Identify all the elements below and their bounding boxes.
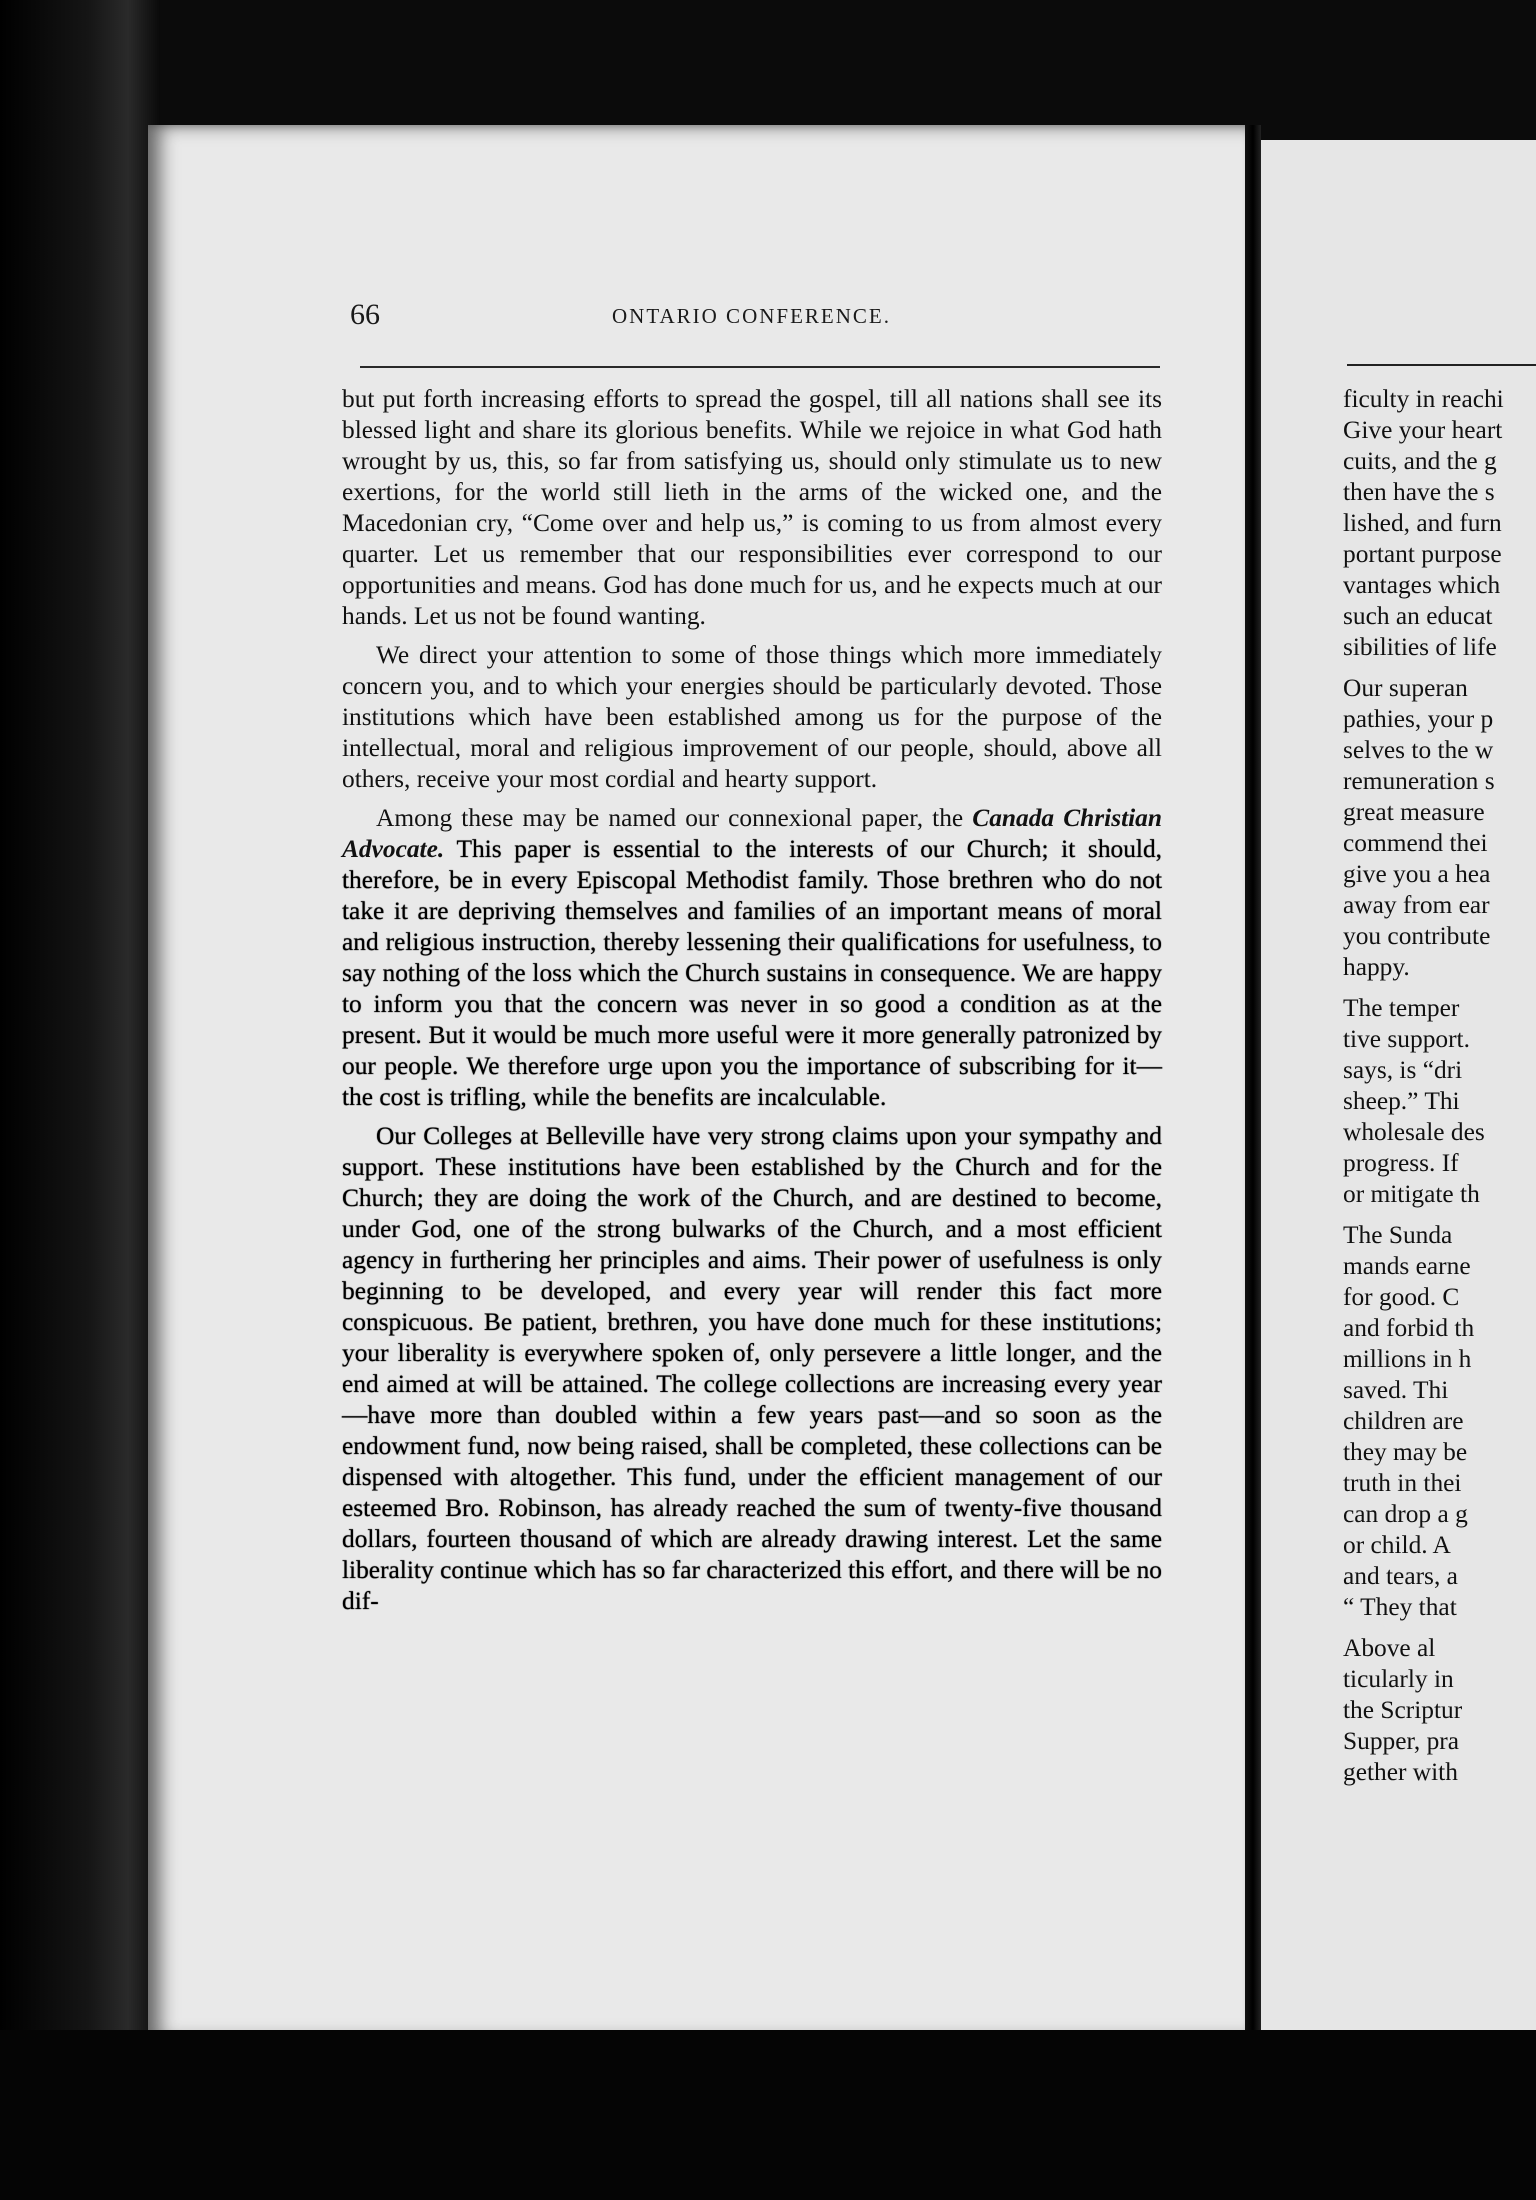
right-page-line: mands earne (1343, 1252, 1471, 1280)
right-page-line: Give your heart (1343, 416, 1503, 444)
right-page-line: portant purpose (1343, 540, 1502, 568)
page-gutter (1245, 125, 1261, 2040)
right-page-line: ficulty in reachi (1343, 385, 1504, 413)
paragraph-colleges: Our Colleges at Belleville have very strong claims upon your sympathy and support. These institutions have been established by the Church and for the Church; they are doing the work of the Church, and are destined to become, under God, one of the strong bulwarks of the Church, and a most efficient agency in furthering her principles and aims. Their power of usefulness is only beginning to be developed, and every year will render this fact more conspicuous. Be patient, brethren, you have done much for these institutions; your liberality is everywhere spoken of, only persevere a little longer, and the end aimed at will be attained. The college collections are increasing every year—have more than doubled within a few years past—and so soon as the endowment fund, now being raised, shall be completed, these collections can be dispensed with altogether. This fund, under the efficient management of our esteemed Bro. Robinson, has already reached the sum of twenty-five thousand dollars, fourteen thousand of which are already drawing interest. Let the same liberality continue which has so far characterized this effort, and there will be no dif- (342, 1122, 1162, 1615)
right-page-gap (1343, 1623, 1536, 1633)
right-page-line: the Scriptur (1343, 1696, 1463, 1724)
right-page-line: wholesale des (1343, 1118, 1485, 1146)
right-page-line: such an educat (1343, 602, 1493, 630)
right-page-line: vantages which (1343, 571, 1501, 599)
right-page-line: truth in thei (1343, 1469, 1462, 1497)
right-page-line: away from ear (1343, 891, 1490, 919)
right-page-line: great measure (1343, 798, 1485, 826)
right-page-line: The temper (1343, 994, 1460, 1022)
right-page-line: progress. If (1343, 1149, 1459, 1177)
right-page-line: then have the s (1343, 478, 1495, 506)
header-rule (360, 366, 1160, 368)
right-page-line: Our superan (1343, 674, 1468, 702)
right-page-line: Above al (1343, 1634, 1436, 1662)
right-page-line: or mitigate th (1343, 1180, 1480, 1208)
right-page-line: gether with (1343, 1758, 1458, 1786)
right-page-gap (1343, 663, 1536, 673)
page-header (350, 298, 1170, 338)
running-head: ONTARIO CONFERENCE. (612, 304, 891, 328)
right-page-line: remuneration s (1343, 767, 1495, 795)
right-page-text (1343, 384, 1536, 1788)
advocate-body: This paper is essential to the interests of our Church; it should, therefore, be in every Episcopal Methodist family. Those brethren who do not take it are depriving themselves and families of an important means of moral and religious instruction, thereby lessening their qualifications for usefulness, to say nothing of the loss which the Church sustains in consequence. We are happy to inform you that the concern was never in so good a condition as at the present. But it would be much more useful were it more generally patronized by our people. We therefore urge upon you the importance of subscribing for it—the cost is trifling, while the benefits are incalculable. (342, 835, 1163, 1111)
advocate-title: Canada Christian Advocate. (342, 804, 1163, 863)
right-page-line: tive support. (1343, 1025, 1470, 1053)
right-page-line: can drop a g (1343, 1500, 1468, 1528)
bottom-shadow (0, 2030, 1536, 2200)
right-page-line: you contribute (1343, 922, 1491, 950)
right-page-line: children are (1343, 1407, 1464, 1435)
right-page-line: “ They that (1343, 1593, 1457, 1621)
right-page-gap (1343, 983, 1536, 993)
right-page-line: commend thei (1343, 829, 1488, 857)
right-page-line: selves to the w (1343, 736, 1494, 764)
paragraph-1: but put forth increasing efforts to spread the gospel, till all nations shall see its blessed light and share its glorious benefits. While we rejoice in what God hath wrought by us, this, so far from satisfying us, should only stimulate us to new exertions, for the world still lieth in the arms of the wicked one, and the Macedonian cry, “Come over and help us,” is coming to us from almost every quarter. Let us remember that our responsibilities ever correspond to our opportunities and means. God has done much for us, and he expects much at our hands. Let us not be found wanting. (342, 385, 1162, 630)
right-page-line: ticularly in (1343, 1665, 1454, 1693)
right-page-line: for good. C (1343, 1283, 1460, 1311)
right-page-line: sheep.” Thi (1343, 1087, 1460, 1115)
right-page-line: and forbid th (1343, 1314, 1475, 1342)
right-page-gap (1343, 1210, 1536, 1220)
left-page-body (342, 384, 1162, 1625)
right-page-line: give you a hea (1343, 860, 1491, 888)
advocate-lead: Among these may be named our connexional paper, the (376, 804, 973, 832)
right-page-line: Supper, pra (1343, 1727, 1460, 1755)
right-page-line: happy. (1343, 953, 1410, 981)
page-number: 66 (350, 298, 380, 331)
right-page-line: cuits, and the g (1343, 447, 1497, 475)
right-page-line: and tears, a (1343, 1562, 1458, 1590)
right-page-line: millions in h (1343, 1345, 1472, 1373)
right-page-line: The Sunda (1343, 1221, 1453, 1249)
right-page-line: pathies, your p (1343, 705, 1494, 733)
right-page-line: says, is “dri (1343, 1056, 1463, 1084)
right-header-rule (1347, 364, 1536, 366)
right-page-line: sibilities of life (1343, 633, 1497, 661)
right-page-line: lished, and furn (1343, 509, 1502, 537)
right-page-line: or child. A (1343, 1531, 1451, 1559)
paragraph-advocate (342, 803, 1162, 1113)
right-page-line: they may be (1343, 1438, 1468, 1466)
book-spine (0, 0, 160, 2200)
right-page-line: saved. Thi (1343, 1376, 1449, 1404)
paragraph-2: We direct your attention to some of those things which more immediately concern you, and to which your energies should be particularly devoted. Those institutions which have been established among us for the purpose of the intellectual, moral and religious improvement of our people, should, above all others, receive your most cordial and hearty support. (342, 641, 1162, 793)
